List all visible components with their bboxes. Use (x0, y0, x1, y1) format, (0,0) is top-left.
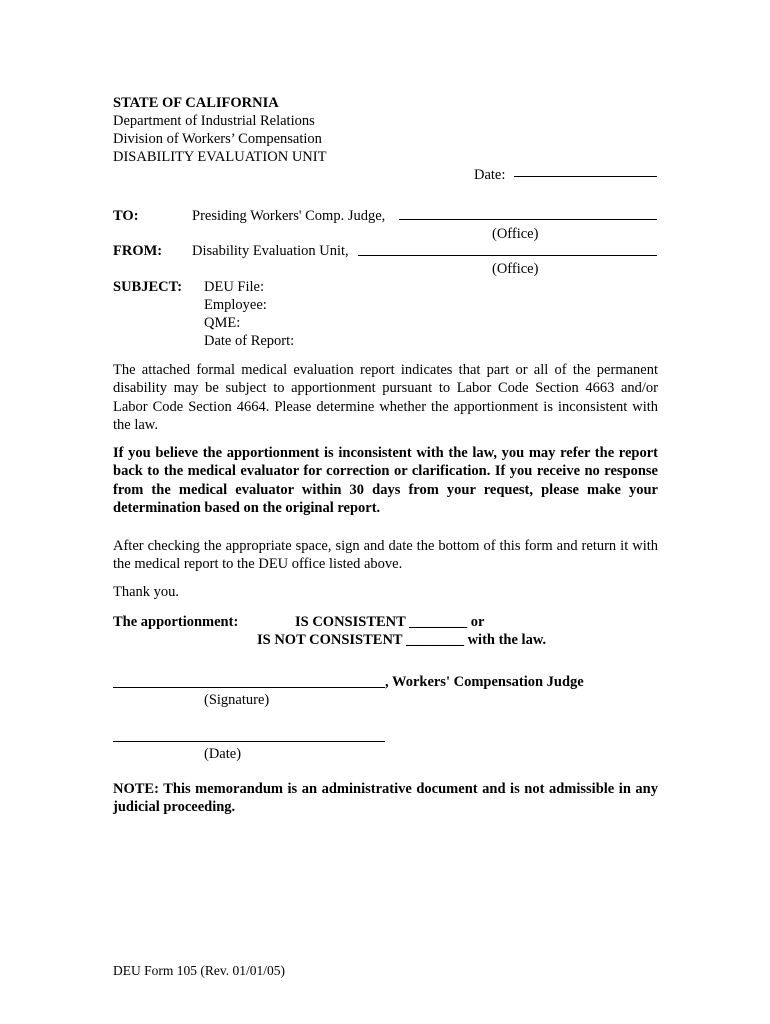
paragraph-return-instructions: After checking the appropriate space, sign and date the bottom of this form and return it with the medical report to the DEU office listed above. (113, 538, 658, 573)
from-office-caption: (Office) (492, 261, 539, 277)
to-office-input-line[interactable] (399, 219, 657, 220)
signature-caption: (Signature) (204, 692, 270, 708)
subject-qme: QME: (204, 315, 241, 331)
subject-employee: Employee: (204, 297, 267, 313)
subject-label: SUBJECT: (113, 279, 183, 295)
signature-input-line[interactable] (113, 687, 385, 688)
unit-line: DISABILITY EVALUATION UNIT (113, 149, 327, 165)
subject-deu-file: DEU File: (204, 279, 265, 295)
date-label: Date: (474, 167, 506, 183)
from-label: FROM: (113, 243, 163, 259)
date-caption: (Date) (204, 746, 242, 762)
to-office-caption: (Office) (492, 226, 539, 242)
judge-role-label: , Workers' Compensation Judge (385, 674, 584, 690)
is-not-consistent-option[interactable]: IS NOT CONSISTENT ________ with the law. (257, 632, 547, 648)
form-footer: DEU Form 105 (Rev. 01/01/05) (113, 963, 285, 978)
department-line: Department of Industrial Relations (113, 113, 315, 129)
thank-you-text: Thank you. (113, 584, 180, 600)
signature-date-input-line[interactable] (113, 741, 385, 742)
from-value: Disability Evaluation Unit, (192, 243, 349, 259)
is-consistent-option[interactable]: IS CONSISTENT ________ or (295, 614, 485, 630)
date-input-line[interactable] (514, 176, 657, 177)
to-value: Presiding Workers' Comp. Judge, (192, 208, 386, 224)
paragraph-referral-instructions: If you believe the apportionment is inconsistent with the law, you may refer the report back to the medical evaluator for correction or clarification. If you receive no response from the medical evaluator within 30 days from your request, please make your determination based on the original report. (113, 445, 658, 517)
paragraph-apportionment-notice: The attached formal medical evaluation report indicates that part or all of the permanent disability may be subject to apportionment pursuant to Labor Code Section 4663 and/or Labor Code Section 4664. Please determine whether the apportionment is inconsistent with the law. (113, 362, 658, 434)
from-office-input-line[interactable] (358, 255, 657, 256)
to-label: TO: (113, 208, 139, 224)
subject-date-of-report: Date of Report: (204, 333, 295, 349)
admissibility-note: NOTE: This memorandum is an administrative document and is not admissible in any judicial proceeding. (113, 781, 658, 816)
apportionment-label: The apportionment: (113, 614, 239, 630)
division-line: Division of Workers’ Compensation (113, 131, 322, 147)
state-heading: STATE OF CALIFORNIA (113, 95, 279, 111)
